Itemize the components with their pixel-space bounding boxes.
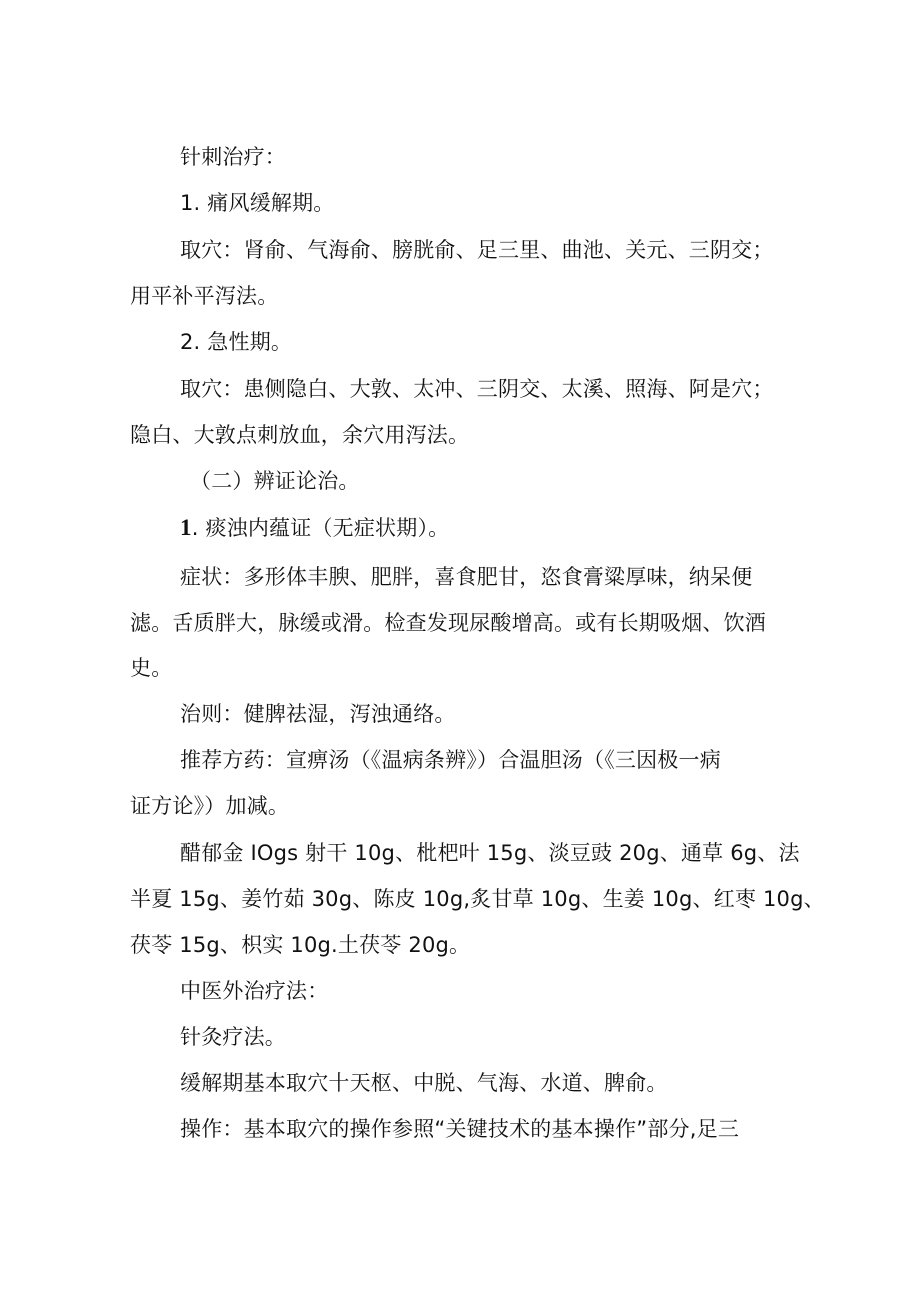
paragraph-line: 隐白、大敦点刺放血，余穴用泻法。 [130, 423, 470, 447]
heading-number: 1 [180, 515, 192, 540]
paragraph-line: 中医外治疗法： [180, 979, 329, 1003]
paragraph-line: 滤。舌质胖大，脉缓或滑。检查发现尿酸增高。或有长期吸烟、饮酒 [130, 611, 766, 635]
paragraph-line: 治则：健脾祛湿，泻浊通络。 [180, 702, 456, 726]
item-remission-stage: 1. 痛风缓解期。 [180, 191, 335, 215]
paragraph-line: 用平补平泻法。 [130, 284, 279, 308]
paragraph-line: 半夏 15g、姜竹茹 30g、陈皮 10g,炙甘草 10g、生姜 10g、红枣 10g、 [130, 887, 825, 911]
paragraph-line: 取穴：患侧隐白、大敦、太冲、三阴交、太溪、照海、阿是穴； [180, 377, 774, 401]
paragraph-line: 醋郁金 IOgs 射干 10g、枇杷叶 15g、淡豆豉 20g、通草 6g、法 [180, 841, 800, 865]
paragraph-line: 症状：多形体丰腴、肥胖，喜食肥甘，恣食膏粱厚味，纳呆便 [180, 565, 753, 589]
paragraph-line: 史。 [130, 656, 173, 680]
paragraph-line: 取穴：肾俞、气海俞、膀胱俞、足三里、曲池、关元、三阴交； [180, 238, 774, 262]
paragraph-line: 证方论》）加减。 [130, 794, 290, 818]
paragraph-line: 操作：基本取穴的操作参照“关键技术的基本操作”部分,足三 [180, 1117, 740, 1141]
paragraph-line: 茯苓 15g、枳实 10g.土茯苓 20g。 [130, 933, 471, 957]
paragraph-line: 缓解期基本取穴十天枢、中脱、气海、水道、脾俞。 [180, 1071, 668, 1095]
numbered-heading [180, 513, 815, 543]
item-acute-stage: 2. 急性期。 [180, 330, 293, 354]
paragraph-line: 推荐方药：宣痹汤（《温病条辨》）合温胆汤（《三因极一病 [180, 748, 721, 772]
heading-acupuncture: 针刺治疗： [180, 145, 286, 169]
paragraph-line: 针灸疗法。 [180, 1025, 286, 1049]
section-heading: （二）辨证论治。 [190, 469, 360, 493]
heading-text: . 痰浊内蕴证（无症状期）。 [191, 516, 450, 540]
